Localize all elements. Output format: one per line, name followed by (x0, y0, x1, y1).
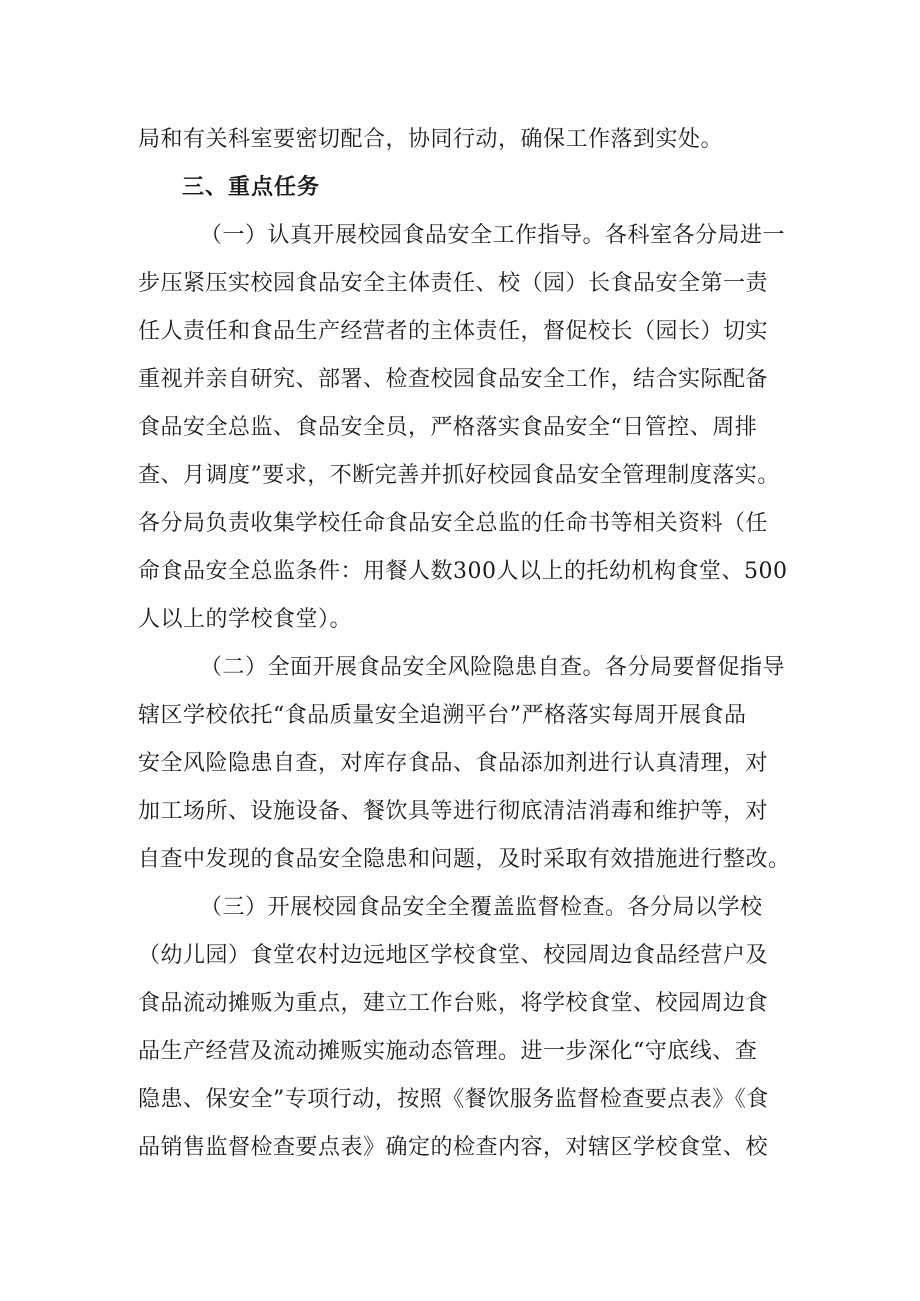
paragraph-line: 辖区学校依托“食品质量安全追溯平台”严格落实每周开展食品 (138, 703, 747, 728)
paragraph-line: （一）认真开展校园食品安全工作指导。各科室各分局进一 (200, 223, 786, 248)
paragraph-line: 重视并亲自研究、部署、检查校园食品安全工作，结合实际配备 (138, 367, 769, 392)
document-body (138, 116, 798, 1172)
paragraph-line: 查、月调度”要求，不断完善并抓好校园食品安全管理制度落实。 (138, 463, 780, 488)
paragraph-line: 品销售监督检查要点表》确定的检查内容，对辖区学校食堂、校 (138, 1135, 769, 1160)
paragraph-line: 食品流动摊贩为重点，建立工作台账，将学校食堂、校园周边食 (138, 991, 769, 1016)
paragraph-line: （三）开展校园食品安全全覆盖监督检查。各分局以学校 (200, 895, 763, 920)
paragraph-line: 安全风险隐患自查，对库存食品、食品添加剂进行认真清理，对 (138, 751, 769, 776)
paragraph-line: （二）全面开展食品安全风险隐患自查。各分局要督促指导 (200, 655, 786, 680)
paragraph-line: 任人责任和食品生产经营者的主体责任，督促校长（园长）切实 (138, 319, 769, 344)
paragraph-line: 加工场所、设施设备、餐饮具等进行彻底清洁消毒和维护等，对 (138, 799, 769, 824)
paragraph-line: 各分局负责收集学校任命食品安全总监的任命书等相关资料（任 (138, 511, 769, 536)
paragraph-line: （幼儿园）食堂农村边远地区学校食堂、校园周边食品经营户及 (138, 943, 769, 968)
paragraph-line: 品生产经营及流动摊贩实施动态管理。进一步深化“守底线、查 (138, 1039, 758, 1064)
section-heading: 三、重点任务 (182, 175, 321, 200)
paragraph-line: 命食品安全总监条件：用餐人数300人以上的托幼机构食堂、500 (138, 559, 788, 584)
paragraph-line: 局和有关科室要密切配合，协同行动，确保工作落到实处。 (138, 127, 724, 152)
paragraph-line: 自查中发现的食品安全隐患和问题，及时采取有效措施进行整改。 (138, 847, 791, 872)
paragraph-line: 步压紧压实校园食品安全主体责任、校（园）长食品安全第一责 (138, 271, 769, 296)
paragraph-line: 隐患、保安全”专项行动，按照《餐饮服务监督检查要点表》《食 (138, 1087, 769, 1112)
paragraph-line: 食品安全总监、食品安全员，严格落实食品安全“日管控、周排 (138, 415, 758, 440)
paragraph-line: 人以上的学校食堂）。 (138, 607, 353, 632)
